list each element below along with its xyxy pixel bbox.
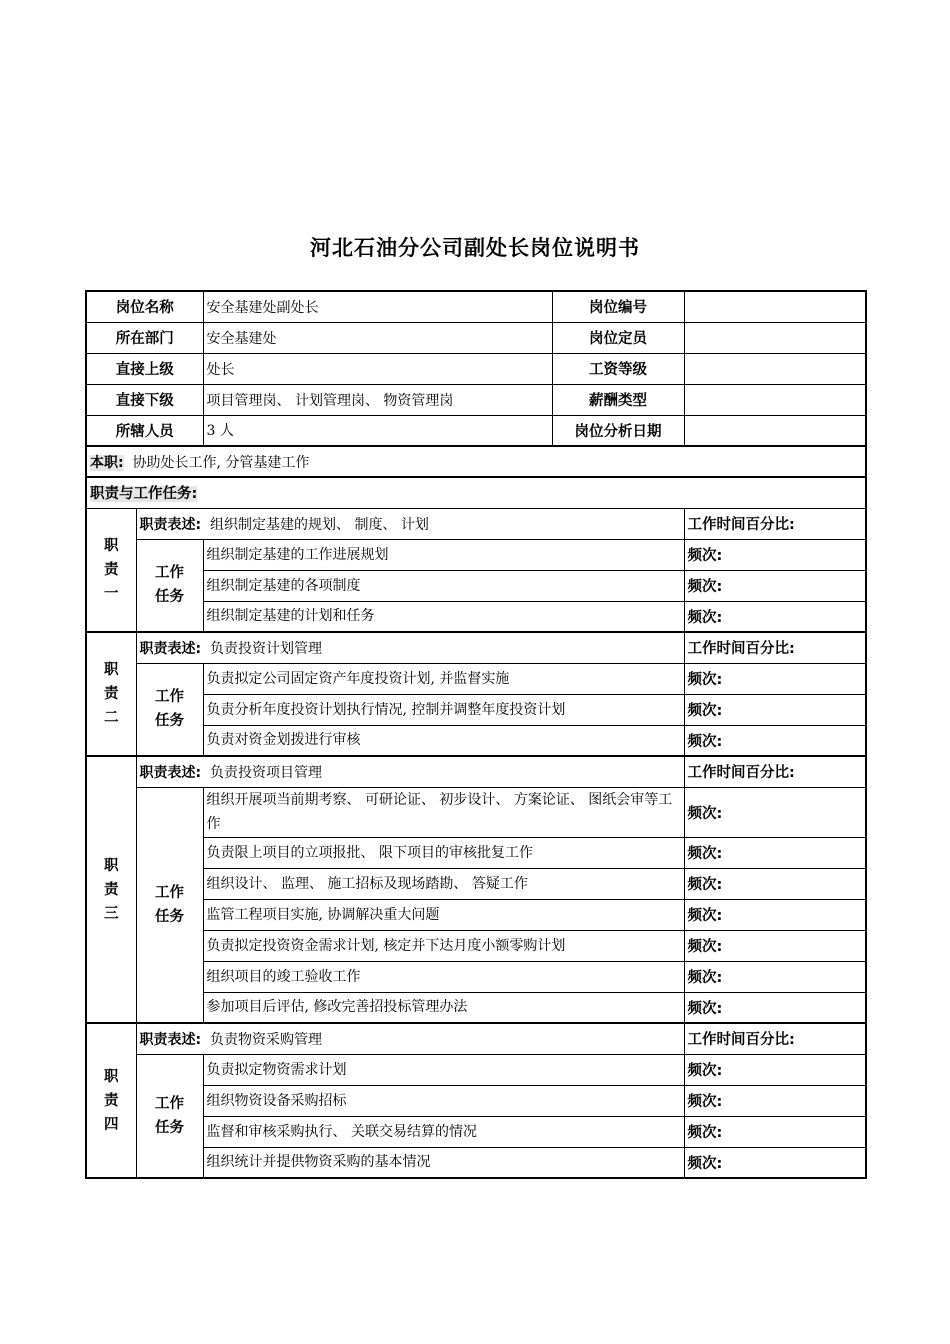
statement-text: 组织制定基建的规划、 制度、 计划 [210, 516, 429, 533]
frequency: 频次: [684, 601, 866, 632]
field-value: 安全基建处副处长 [203, 291, 552, 322]
field-value: 3 人 [203, 415, 552, 446]
tasks-header-text: 职责与工作任务: [90, 486, 198, 503]
time-percentage: 工作时间百分比: [684, 756, 866, 787]
basic-row [86, 291, 866, 322]
responsibility-statement-row [86, 632, 866, 663]
task-text: 组织制定基建的工作进展规划 [203, 539, 684, 570]
task-row [86, 1147, 866, 1178]
field-label: 岗位分析日期 [552, 415, 684, 446]
field-value [684, 415, 866, 446]
responsibility-statement-row [86, 508, 866, 539]
frequency: 频次: [684, 725, 866, 756]
frequency: 频次: [684, 837, 866, 868]
task-row [86, 663, 866, 694]
task-text: 组织开展项当前期考察、 可研论证、 初步设计、 方案论证、 图纸会审等工作 [203, 787, 684, 837]
field-value [684, 353, 866, 384]
task-row [86, 992, 866, 1023]
task-text: 组织项目的竣工验收工作 [203, 961, 684, 992]
task-text: 负责分析年度投资计划执行情况, 控制并调整年度投资计划 [203, 694, 684, 725]
statement-label: 职责表述: [139, 764, 202, 781]
frequency: 频次: [684, 1147, 866, 1178]
field-value [684, 384, 866, 415]
statement-label: 职责表述: [139, 640, 202, 657]
statement-text: 负责投资计划管理 [210, 640, 323, 657]
responsibility-statement [136, 756, 684, 787]
page-title: 河北石油分公司副处长岗位说明书 [310, 236, 640, 260]
field-value [684, 291, 866, 322]
task-text: 组织设计、 监理、 施工招标及现场踏勘、 答疑工作 [203, 868, 684, 899]
duty-label: 本职: [90, 454, 124, 471]
field-label: 岗位编号 [552, 291, 684, 322]
task-label: 工作任务 [136, 663, 203, 756]
duty-text: 协助处长工作, 分管基建工作 [132, 454, 310, 471]
frequency: 频次: [684, 570, 866, 601]
task-row [86, 787, 866, 837]
statement-text: 负责物资采购管理 [210, 1031, 323, 1048]
responsibility-name: 职责一 [86, 508, 136, 632]
task-row [86, 930, 866, 961]
basic-row [86, 322, 866, 353]
task-row [86, 837, 866, 868]
statement-text: 负责投资项目管理 [210, 764, 323, 781]
responsibility-name: 职责二 [86, 632, 136, 756]
statement-label: 职责表述: [139, 516, 202, 533]
field-label: 工资等级 [552, 353, 684, 384]
responsibility-statement [136, 1023, 684, 1054]
task-text: 组织制定基建的计划和任务 [203, 601, 684, 632]
tasks-header [86, 477, 866, 508]
task-label: 工作任务 [136, 539, 203, 632]
duty-row [86, 446, 866, 477]
responsibility-statement [136, 632, 684, 663]
task-row [86, 899, 866, 930]
frequency: 频次: [684, 694, 866, 725]
field-value: 项目管理岗、 计划管理岗、 物资管理岗 [203, 384, 552, 415]
frequency: 频次: [684, 868, 866, 899]
statement-label: 职责表述: [139, 1031, 202, 1048]
task-text: 组织统计并提供物资采购的基本情况 [203, 1147, 684, 1178]
task-row [86, 1054, 866, 1085]
tasks-header-row [86, 477, 866, 508]
frequency: 频次: [684, 787, 866, 837]
responsibility-statement-row [86, 756, 866, 787]
task-row [86, 570, 866, 601]
frequency: 频次: [684, 1116, 866, 1147]
task-text: 监管工程项目实施, 协调解决重大问题 [203, 899, 684, 930]
task-text: 监督和审核采购执行、 关联交易结算的情况 [203, 1116, 684, 1147]
frequency: 频次: [684, 930, 866, 961]
time-percentage: 工作时间百分比: [684, 632, 866, 663]
task-text: 负责拟定投资资金需求计划, 核定并下达月度小额零购计划 [203, 930, 684, 961]
task-label: 工作任务 [136, 1054, 203, 1178]
task-row [86, 1085, 866, 1116]
responsibility-statement-row [86, 1023, 866, 1054]
time-percentage: 工作时间百分比: [684, 508, 866, 539]
basic-row [86, 384, 866, 415]
time-percentage: 工作时间百分比: [684, 1023, 866, 1054]
field-label: 薪酬类型 [552, 384, 684, 415]
responsibility-name: 职责四 [86, 1023, 136, 1178]
field-label: 所在部门 [86, 322, 203, 353]
frequency: 频次: [684, 1054, 866, 1085]
basic-row [86, 415, 866, 446]
field-label: 所辖人员 [86, 415, 203, 446]
frequency: 频次: [684, 663, 866, 694]
task-text: 负责拟定物资需求计划 [203, 1054, 684, 1085]
task-row [86, 725, 866, 756]
frequency: 频次: [684, 539, 866, 570]
job-description-table [85, 290, 867, 1179]
task-row [86, 601, 866, 632]
frequency: 频次: [684, 899, 866, 930]
field-value: 处长 [203, 353, 552, 384]
responsibility-statement [136, 508, 684, 539]
task-text: 参加项目后评估, 修改完善招投标管理办法 [203, 992, 684, 1023]
field-label: 岗位名称 [86, 291, 203, 322]
field-label: 岗位定员 [552, 322, 684, 353]
task-text: 组织物资设备采购招标 [203, 1085, 684, 1116]
field-label: 直接下级 [86, 384, 203, 415]
task-text: 组织制定基建的各项制度 [203, 570, 684, 601]
task-row [86, 694, 866, 725]
field-value [684, 322, 866, 353]
duty-cell [86, 446, 866, 477]
task-row [86, 868, 866, 899]
frequency: 频次: [684, 961, 866, 992]
responsibility-name: 职责三 [86, 756, 136, 1023]
task-label: 工作任务 [136, 787, 203, 1023]
task-text: 负责限上项目的立项报批、 限下项目的审核批复工作 [203, 837, 684, 868]
task-row [86, 539, 866, 570]
frequency: 频次: [684, 992, 866, 1023]
field-label: 直接上级 [86, 353, 203, 384]
task-row [86, 961, 866, 992]
task-text: 负责对资金划拨进行审核 [203, 725, 684, 756]
field-value: 安全基建处 [203, 322, 552, 353]
task-row [86, 1116, 866, 1147]
frequency: 频次: [684, 1085, 866, 1116]
task-text: 负责拟定公司固定资产年度投资计划, 并监督实施 [203, 663, 684, 694]
basic-row [86, 353, 866, 384]
